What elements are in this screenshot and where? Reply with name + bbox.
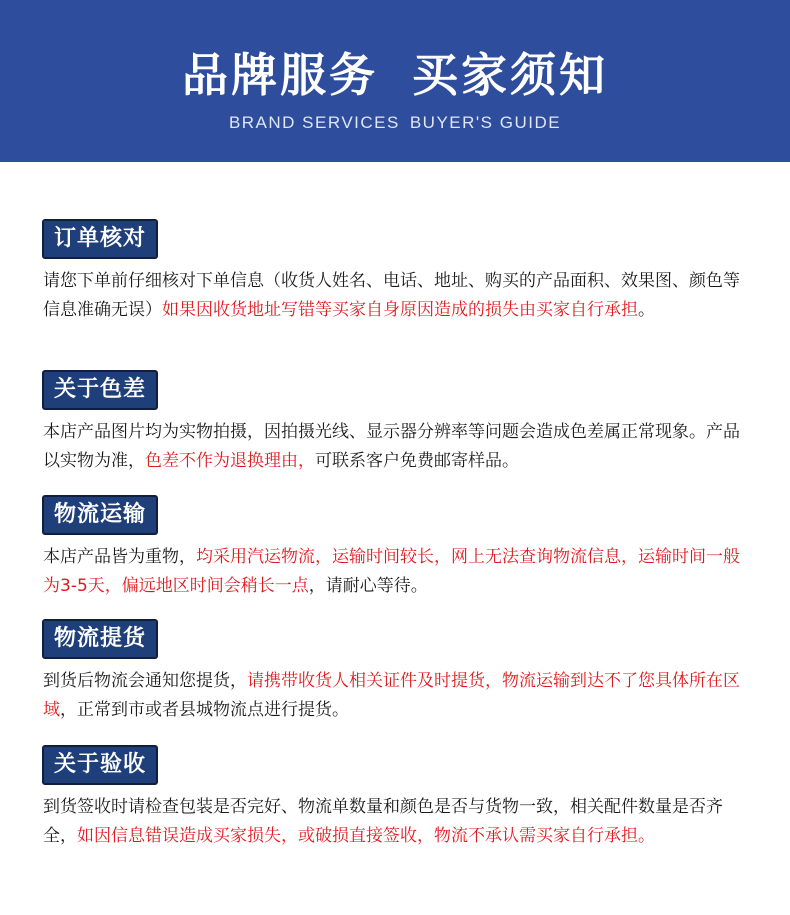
banner-subtitle [0,112,790,134]
paragraph-text: 。 [638,300,655,320]
section-paragraph [43,267,743,325]
section-heading: 订单核对 [42,219,158,259]
section-paragraph [43,418,743,476]
paragraph-text: 到货签收时请检查包装是否完好、物流单数量和颜色是否与货物一致，相关配件数量是否齐全， [43,797,723,846]
banner-subtitle-left: BRAND SERVICES [228,113,400,132]
paragraph-text: 请您下单前仔细核对下单信息（收货人姓名、电话、地址、购买的产品面积、效果图、颜色等信息准确无误） [43,271,740,320]
paragraph-text: 本店产品图片均为实物拍摄，因拍摄光线、显示器分辨率等问题会造成色差属正常现象。产品以实物为准， [43,422,740,471]
section-heading: 关于验收 [42,745,158,785]
section-heading: 关于色差 [42,370,158,410]
banner-title [0,42,790,108]
paragraph-text: ，请耐心等待。 [308,576,428,596]
paragraph-text: 可联系客户免费邮寄样品。 [315,451,519,471]
paragraph-text: 本店产品皆为重物， [43,547,196,567]
section-heading: 物流运输 [42,495,158,535]
section-inspection [43,745,743,851]
section-logistics-pickup [43,619,743,725]
paragraph-highlight: 请携带收货人相关证件及时提货，物流运输到达不了您具体所在区域 [43,671,740,720]
section-logistics-transport [43,495,743,601]
section-paragraph [43,543,743,601]
paragraph-highlight: 如果因收货地址写错等买家自身原因造成的损失由买家自行承担 [162,300,638,320]
paragraph-text: ，正常到市或者县城物流点进行提货。 [60,700,349,720]
paragraph-highlight: 色差不作为退换理由， [145,451,315,471]
section-order-check [43,219,743,325]
paragraph-highlight: 均采用汽运物流，运输时间较长，网上无法查询物流信息，运输时间一般为3-5天，偏远地区时间会稍长一点 [43,547,740,596]
section-heading: 物流提货 [42,619,158,659]
header-banner [0,0,790,162]
banner-subtitle-right: BUYER'S GUIDE [409,113,562,132]
banner-title-right: 买家须知 [412,48,608,102]
paragraph-text: 到货后物流会通知您提货， [43,671,247,691]
section-paragraph [43,667,743,725]
section-paragraph [43,793,743,851]
paragraph-highlight: 如因信息错误造成买家损失，或破损直接签收，物流不承认需买家自行承担。 [77,826,655,846]
section-color-difference [43,370,743,476]
banner-title-left: 品牌服务 [182,48,378,102]
